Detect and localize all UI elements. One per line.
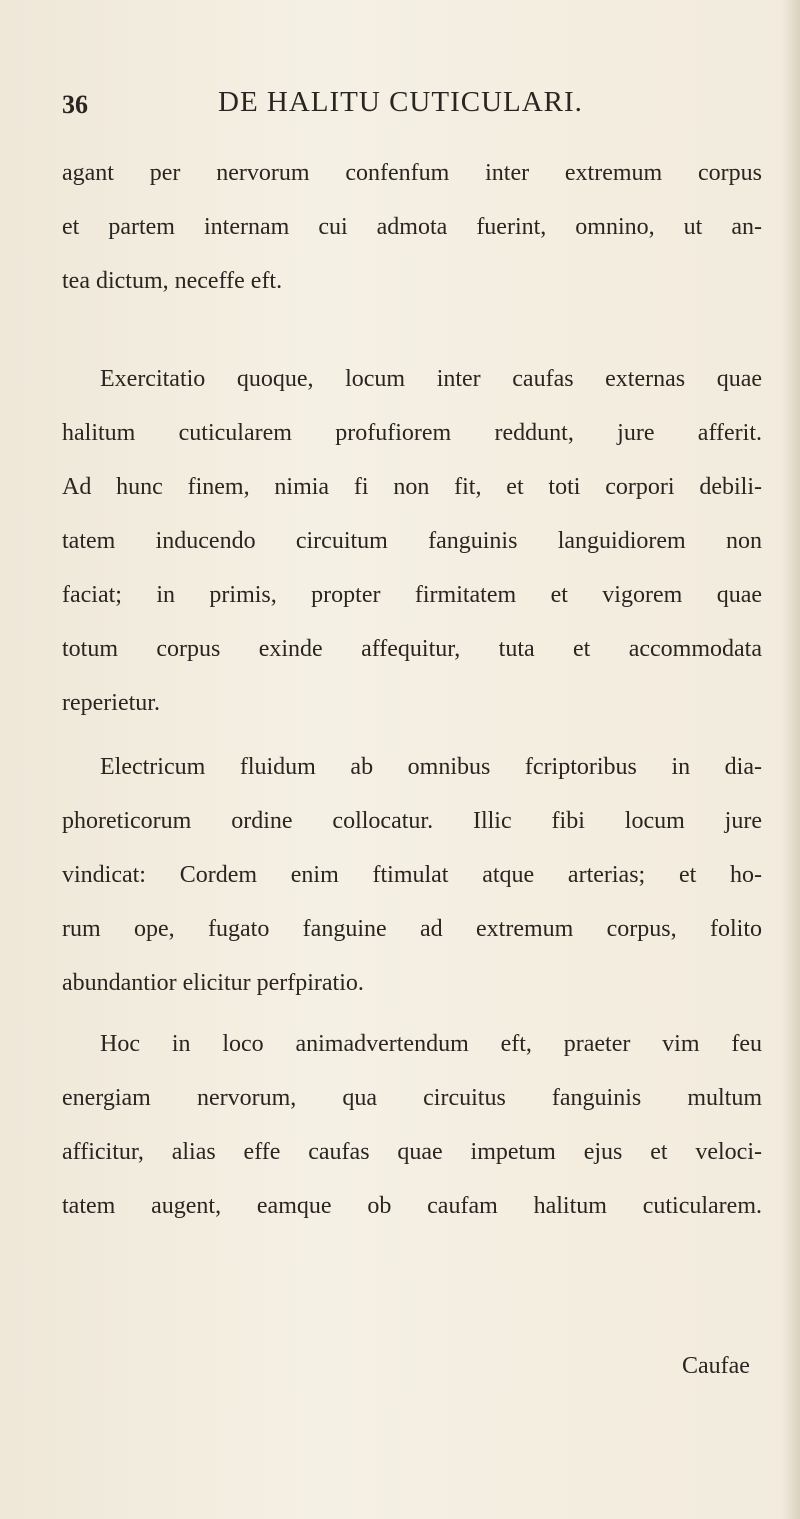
- text-line: phoreticorum ordine collocatur. Illic fibi locum jure: [62, 808, 762, 834]
- catchword: Caufae: [682, 1353, 750, 1379]
- text-line: abundantior elicitur perfpiratio.: [62, 970, 364, 996]
- text-line: Exercitatio quoque, locum inter caufas externas quae: [100, 366, 762, 392]
- paragraph-1: [62, 146, 762, 308]
- paragraph-4: [62, 1017, 762, 1233]
- text-line: tea dictum, neceffe eft.: [62, 268, 283, 294]
- text-line: tatem augent, eamque ob caufam halitum cuticularem.: [62, 1193, 762, 1219]
- page-header: [0, 86, 800, 126]
- text-line: Ad hunc finem, nimia fi non fit, et toti corpori debili-: [62, 474, 762, 500]
- text-line: afficitur, alias effe caufas quae impetum ejus et veloci-: [62, 1139, 762, 1165]
- page-edge-shadow: [782, 0, 800, 1519]
- text-line: vindicat: Cordem enim ftimulat atque arterias; et ho-: [62, 862, 762, 888]
- paragraph-2: [62, 352, 762, 730]
- text-line: faciat; in primis, propter firmitatem et vigorem quae: [62, 582, 762, 608]
- text-line: Electricum fluidum ab omnibus fcriptoribus in dia-: [100, 754, 762, 780]
- text-line: energiam nervorum, qua circuitus fanguinis multum: [62, 1085, 762, 1111]
- running-title: DE HALITU CUTICULARI.: [218, 86, 583, 118]
- text-line: totum corpus exinde affequitur, tuta et accommodata: [62, 636, 762, 662]
- page-number: 36: [62, 90, 88, 119]
- paragraph-3: [62, 740, 762, 1010]
- text-line: et partem internam cui admota fuerint, omnino, ut an-: [62, 214, 762, 240]
- text-line: agant per nervorum confenfum inter extremum corpus: [62, 160, 762, 186]
- text-line: rum ope, fugato fanguine ad extremum corpus, folito: [62, 916, 762, 942]
- text-line: Hoc in loco animadvertendum eft, praeter vim feu: [100, 1031, 762, 1057]
- text-line: reperietur.: [62, 690, 160, 716]
- text-line: tatem inducendo circuitum fanguinis languidiorem non: [62, 528, 762, 554]
- text-line: halitum cuticularem profufiorem reddunt, jure afferit.: [62, 420, 762, 446]
